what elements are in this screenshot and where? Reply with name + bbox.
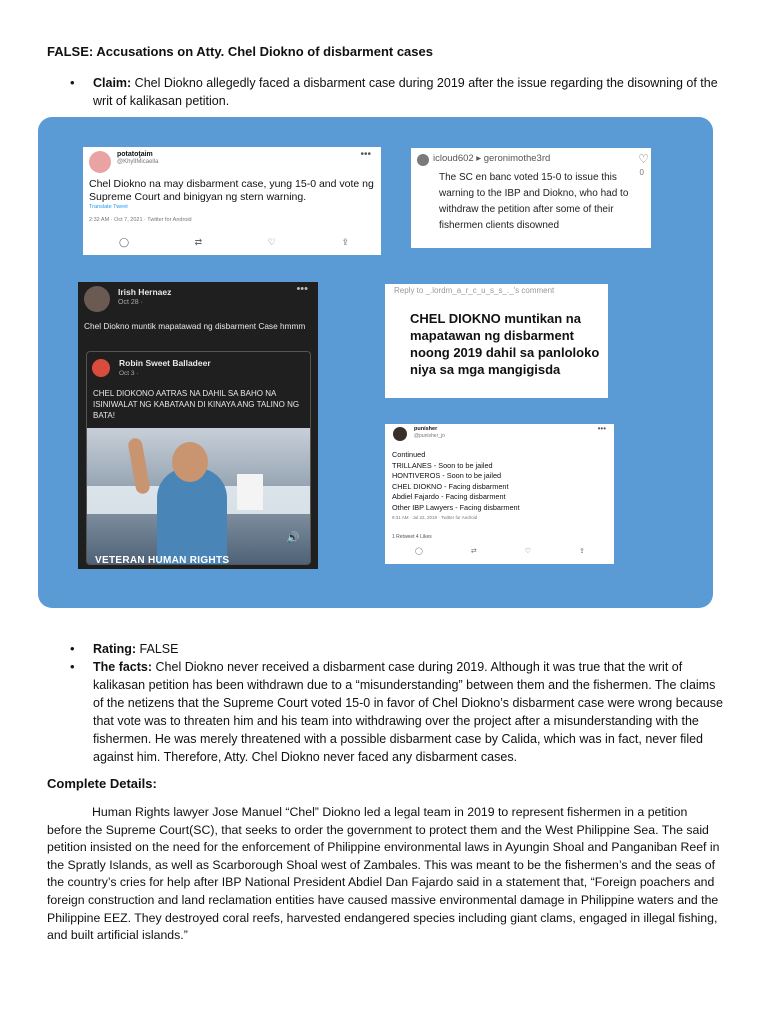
rating-text	[93, 640, 723, 658]
tweet-meta: 2:32 AM · Oct 7, 2021 · Twitter for Android	[89, 217, 192, 223]
person-figure	[157, 468, 227, 564]
claim-label: Claim:	[93, 76, 132, 90]
reply-header: Reply to _.lordm_a_r_c_u_s_s_._'s comment	[394, 286, 555, 295]
avatar	[417, 154, 429, 166]
facts-text	[93, 658, 723, 766]
like-icon: ♡	[524, 548, 532, 555]
like-count: 0	[639, 168, 644, 177]
facts-label: The facts:	[93, 660, 153, 674]
volume-icon: 🔊	[286, 532, 300, 544]
share-icon: ⇪	[341, 237, 349, 247]
tweet-screenshot-punisher	[385, 424, 614, 564]
post-date: Oct 28 ·	[118, 299, 143, 306]
avatar	[84, 286, 110, 312]
comment-screenshot-reply	[385, 284, 608, 398]
claim-text	[93, 74, 723, 110]
retweet-icon: ⇄	[470, 548, 477, 555]
page-title: FALSE: Accusations on Atty. Chel Diokno of disbarment cases	[47, 44, 433, 59]
tweet-handle: @KhylIMicaella	[117, 159, 159, 165]
share-icon: ⇪	[579, 548, 585, 555]
rating-value: FALSE	[136, 642, 179, 656]
more-options-icon: •••	[360, 149, 371, 160]
post-author: Irish Hernaez	[118, 287, 172, 297]
complete-details-paragraph	[47, 804, 723, 945]
more-options-icon: •••	[597, 424, 606, 433]
bullet-dot: •	[70, 659, 75, 674]
more-options-icon: •••	[296, 283, 308, 295]
tweet-text: Chel Diokno na may disbarment case, yung 15-0 and vote ng Supreme Court and binigyan ng stern warning.	[89, 178, 374, 203]
avatar	[393, 427, 407, 441]
shared-author: Robin Sweet Balladeer	[119, 358, 211, 368]
rating-label: Rating:	[93, 642, 137, 656]
complete-details-heading: Complete Details:	[47, 776, 157, 791]
post-text: Chel Diokno muntik mapatawad ng disbarment Case hmmm	[84, 321, 306, 331]
facebook-post-screenshot	[78, 282, 318, 569]
tweet-username: potatoţaim	[117, 151, 153, 158]
comment-text: The SC en banc voted 15-0 to issue this warning to the IBP and Diokno, who had to withdraw the petition after some of their fishermen clients disowned	[439, 172, 629, 231]
comment-header: icloud602 ▸ geronimothe3rd	[433, 153, 551, 164]
like-icon: ♡	[267, 237, 276, 247]
tweet-text	[392, 450, 612, 514]
bullet-dot: •	[70, 641, 75, 656]
tweet-line: CHEL DIOKNO - Facing disbarment	[392, 481, 509, 491]
photo-caption: VETERAN HUMAN RIGHTS	[95, 556, 230, 564]
tweet-username: punisher	[414, 426, 438, 432]
comment-screenshot-icloud	[411, 148, 651, 248]
tweet-line: Other IBP Lawyers - Facing disbarment	[392, 502, 520, 512]
tweet-meta: 9:31 AM · Jul 22, 2019 · Twitter for Android	[392, 515, 478, 520]
translate-link: Translate Tweet	[89, 204, 128, 210]
comment-text: CHEL DIOKNO muntikan na mapatawan ng disbarment noong 2019 dahil sa panloloko niya sa mga mangigisda	[410, 311, 600, 377]
tweet-stats: 1 Retweet 4 Likes	[392, 534, 432, 540]
tweet-handle: @punisher_jo	[414, 433, 445, 439]
claim-body: Chel Diokno allegedly faced a disbarment case during 2019 after the issue regarding the disowning of the writ of kalikasan petition.	[93, 76, 718, 108]
held-document	[237, 474, 263, 510]
shared-post	[86, 351, 311, 565]
heart-icon: ♡	[638, 152, 649, 166]
facts-body: Chel Diokno never received a disbarment case during 2019. Although it was true that the writ of kalikasan petition has been withdrawn due to a “misunderstanding” between them and the fishermen. The claims of the netizens that the Supreme Court voted 15-0 in favor of Chel Diokno’s disbarment case were wrong because that vote was to threaten him and his team into withdrawing over the project after a misunderstanding with the fishermen. He was merely threatened with a possible disbarment case by Calida, which was in fact, never filed against him. Therefore, Atty. Chel Diokno never faced any disbarment cases.	[93, 660, 723, 764]
paragraph-text: Human Rights lawyer Jose Manuel “Chel” Diokno led a legal team in 2019 to represent fishermen in a petition before the Supreme Court(SC), that seeks to order the government to protect them and the West Philippine Sea. The said petition insisted on the need for the enforcement of Philippine environmental laws in Ayungin Shoal and Panganiban Reef in the Spratly Islands, as well as Scarborough Shoal west of Zambales. This was meant to be the fishermen’s and the seas of the country’s cries for help after IBP National President Abdiel Dan Fajardo said in a statement that, “Foreign poachers and foreign construction and land reclamation entities have caused massive environmental damage in Philippine waters and the Philippine EEZ. They destroyed coral reefs, harvested endangered species including giant clams, engaged in illegal fishing, and built artificial islands.”	[47, 805, 720, 943]
avatar	[92, 359, 110, 377]
tweet-actions	[119, 237, 349, 248]
tweet-line: TRILLANES - Soon to be jailed	[392, 460, 493, 470]
tweet-line: Abdiel Fajardo - Facing disbarment	[392, 492, 506, 502]
person-head	[172, 442, 208, 482]
news-photo	[87, 428, 310, 564]
tweet-screenshot-potato	[83, 147, 381, 255]
shared-date: Oct 3 ·	[119, 370, 139, 377]
retweet-icon: ⇄	[194, 237, 203, 247]
reply-icon: ◯	[119, 237, 130, 247]
tweet-line: Continued	[392, 450, 426, 459]
shared-text: CHEL DIOKONO AATRAS NA DAHIL SA BAHO NA ISINIWALAT NG KABATAAN DI KINAYA ANG TALINO NG BATA!	[93, 389, 300, 420]
avatar	[89, 151, 111, 173]
reply-icon: ◯	[415, 548, 423, 555]
tweet-line: HONTIVEROS - Soon to be jailed	[392, 471, 502, 481]
bullet-dot: •	[70, 75, 75, 90]
tweet-actions	[415, 547, 585, 555]
